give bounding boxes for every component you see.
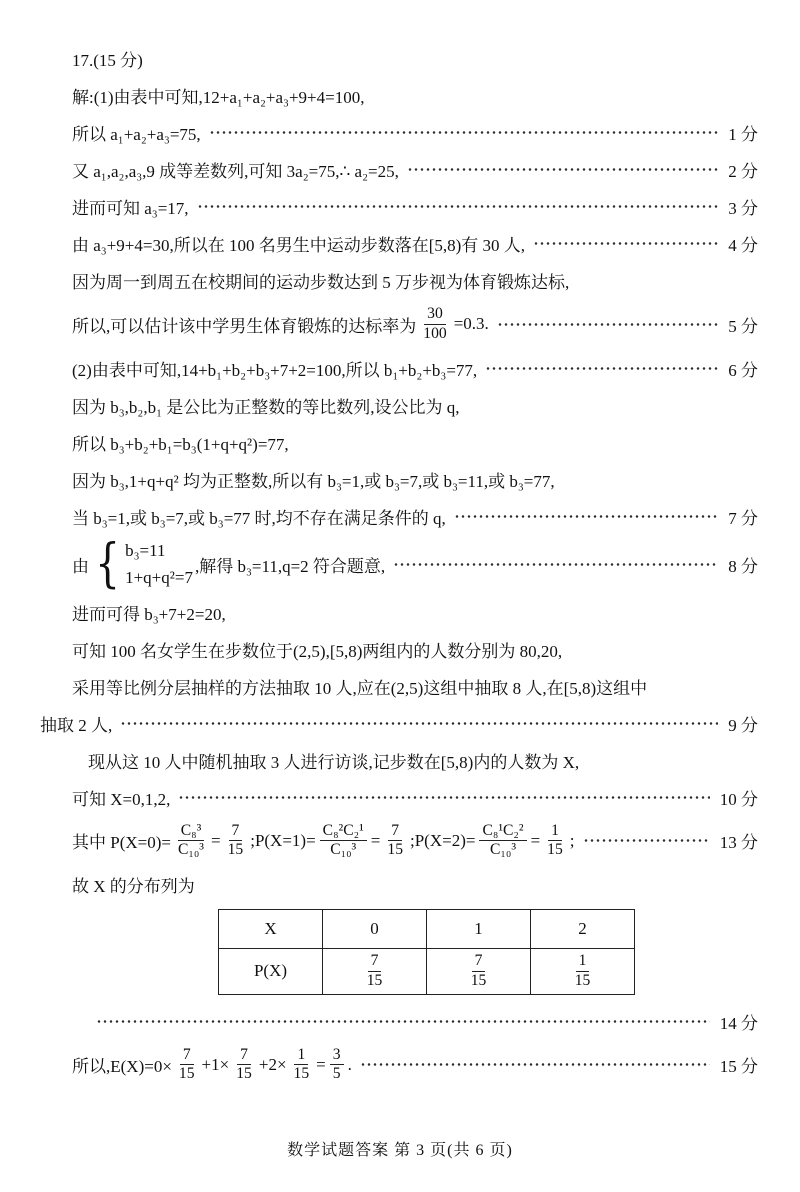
text-segment: . (347, 1054, 352, 1074)
text-segment: 由 a₃+9+4=30,所以在 100 名男生中运动步数落在[5,8)有 30 人, (72, 236, 526, 255)
fraction-denominator: 15 (366, 971, 383, 989)
fraction (572, 952, 594, 991)
fraction-numerator: 30 (424, 305, 446, 325)
distribution-table-wrap (218, 909, 758, 995)
text-segment: 当 b₃=1,或 b₃=7,或 b₃=77 时,均不存在满足条件的 q, (72, 508, 446, 528)
text-line (72, 46, 758, 71)
cases-rows (125, 541, 193, 588)
text-line (72, 356, 758, 381)
text-segment: 2 (578, 919, 587, 939)
score-label: 4 分 (728, 236, 758, 255)
text-line (72, 268, 758, 293)
text-segment: 进而可知 a₃=17, (72, 199, 189, 218)
text-segment: 其中 P(X=0)= (72, 833, 171, 853)
text-segment: 所以 b₃+b₂+b₁=b₃(1+q+q²)=77, (72, 434, 289, 454)
fraction (291, 1046, 313, 1085)
document-body (40, 46, 758, 1084)
page-footer: 数学试题答案 第 3 页(共 6 页) (287, 1142, 513, 1159)
text-segment: X (264, 919, 277, 939)
table-cell (531, 949, 635, 995)
text-segment: 故 X 的分布列为 (72, 877, 195, 897)
text-segment: 可知 100 名女学生在步数位于(2,5),[5,8)两组内的人数分别为 80,20, (72, 641, 563, 661)
text-segment: ; (569, 830, 575, 850)
text-segment: ;P(X=2)= (410, 830, 476, 850)
text-line (72, 637, 758, 662)
fraction-numerator: C₈³ (178, 822, 205, 842)
dotted-leader (96, 1017, 710, 1026)
table-cell (219, 910, 323, 949)
text-line (72, 231, 758, 256)
text-segment: P(X) (253, 961, 288, 981)
fraction-denominator: C₁₀³ (330, 841, 357, 859)
fraction-denominator: 15 (178, 1065, 195, 1083)
text-segment: 解:(1)由表中可知,12+a₁+a₂+a₃+9+4=100, (72, 88, 365, 107)
text-line (72, 674, 758, 699)
fraction-denominator: 15 (227, 841, 244, 859)
fraction-numerator: C₈²C₂¹ (320, 822, 367, 842)
text-segment: 抽取 2 人, (40, 715, 113, 735)
fraction (544, 822, 566, 861)
text-segment: 因为 b₃,1+q+q² 均为正整数,所以有 b₃=1,或 b₃=7,或 b₃=11,或 b₃=77, (72, 471, 555, 491)
text-line (72, 83, 758, 108)
text-segment: 1 (474, 919, 483, 939)
text-segment: +2× (258, 1054, 287, 1074)
text-segment: = (530, 830, 541, 850)
score-label: 8 分 (728, 556, 758, 576)
fraction-denominator: 100 (423, 324, 447, 342)
score-label: 7 分 (728, 508, 758, 528)
text-segment: 可知 X=0,1,2, (72, 789, 171, 809)
score-label: 2 分 (728, 162, 758, 181)
dotted-leader (583, 836, 710, 845)
text-line (72, 467, 758, 492)
fraction-denominator: 15 (574, 971, 591, 989)
table-row (219, 910, 635, 949)
fraction (233, 1046, 255, 1085)
fraction-numerator: 7 (388, 822, 402, 842)
text-segment: 所以 a₁+a₂+a₃=75, (72, 125, 201, 144)
text-segment: 因为 b₃,b₂,b₁ 是公比为正整数的等比数列,设公比为 q, (72, 397, 460, 417)
fraction-numerator: 1 (576, 952, 590, 972)
text-segment: +1× (201, 1054, 230, 1074)
fraction (330, 1046, 344, 1085)
text-line (72, 430, 758, 455)
text-line (72, 194, 758, 219)
fraction (364, 952, 386, 991)
table-cell (531, 910, 635, 949)
fraction-numerator: 7 (237, 1046, 251, 1066)
fraction-denominator: 15 (293, 1065, 310, 1083)
fraction-denominator: 15 (470, 971, 487, 989)
score-label: 3 分 (728, 199, 758, 218)
text-segment: = (211, 830, 221, 850)
score-label: 5 分 (728, 316, 758, 336)
text-segment: 因为周一到周五在校期间的运动步数达到 5 万步视为体育锻炼达标, (72, 273, 570, 292)
text-line (88, 748, 758, 773)
fraction (384, 822, 406, 861)
dotted-leader (178, 793, 709, 802)
text-line (88, 1009, 758, 1034)
text-segment: ;P(X=1)= (250, 830, 316, 850)
cases-row: 1+q+q²=7 (125, 567, 193, 587)
text-line (72, 157, 758, 182)
cases-row: b₃=11 (125, 540, 166, 560)
cases-group (91, 534, 193, 595)
fraction-numerator: 1 (548, 822, 562, 842)
fraction (420, 305, 449, 344)
text-segment: 又 a₁,a₂,a₃,9 成等差数列,可知 3a₂=75,∴ a₂=25, (72, 162, 399, 181)
table-cell (323, 910, 427, 949)
fraction-denominator: C₁₀³ (177, 841, 204, 859)
text-segment: 0 (370, 919, 379, 939)
dotted-leader (407, 165, 718, 174)
text-segment: (2)由表中可知,14+b₁+b₂+b₃+7+2=100,所以 b₁+b₂+b₃=77, (72, 360, 478, 380)
fraction (225, 822, 247, 861)
text-line (72, 822, 758, 861)
text-line (40, 711, 758, 736)
table-cell (427, 910, 531, 949)
dotted-leader (209, 128, 719, 137)
fraction-denominator: 15 (236, 1065, 252, 1083)
text-line (72, 785, 758, 810)
fraction-numerator: 7 (472, 952, 486, 972)
fraction-denominator: 5 (332, 1065, 341, 1083)
text-segment: ,解得 b₃=11,q=2 符合题意, (194, 556, 386, 576)
distribution-table (218, 909, 635, 995)
dotted-leader (360, 1060, 710, 1069)
score-label: 10 分 (719, 789, 758, 809)
left-brace-icon: { (95, 534, 120, 595)
score-label: 13 分 (719, 833, 758, 853)
dotted-leader (454, 512, 718, 521)
dotted-leader (497, 320, 718, 329)
text-line (72, 1046, 758, 1085)
text-segment: 所以,可以估计该中学男生体育锻炼的达标率为 (72, 316, 417, 336)
score-label: 1 分 (728, 125, 758, 144)
text-segment: 现从这 10 人中随机抽取 3 人进行访谈,记步数在[5,8)内的人数为 X, (88, 752, 580, 772)
fraction-denominator: 15 (547, 841, 563, 859)
text-segment: 由 (72, 556, 89, 576)
fraction-denominator: 15 (387, 841, 403, 859)
text-segment: = (316, 1054, 326, 1074)
table-cell (219, 949, 323, 995)
score-label: 9 分 (728, 715, 758, 735)
fraction-numerator: 7 (180, 1046, 194, 1066)
fraction-numerator: 7 (229, 822, 243, 842)
text-line (72, 600, 758, 625)
fraction-denominator: C₁₀³ (490, 841, 517, 859)
text-segment: =0.3. (453, 314, 489, 334)
dotted-leader (120, 719, 718, 728)
text-line (72, 872, 758, 897)
fraction (320, 822, 367, 861)
fraction-numerator: C₈¹C₂² (479, 822, 526, 842)
text-segment: 所以,E(X)=0× (72, 1057, 172, 1077)
fraction (468, 952, 490, 991)
score-label: 6 分 (728, 360, 758, 380)
text-line (72, 534, 758, 595)
dotted-leader (197, 202, 719, 211)
text-segment: 采用等比例分层抽样的方法抽取 10 人,应在(2,5)这组中抽取 8 人,在[5,8)这组中 (72, 678, 648, 698)
text-segment: = (370, 830, 381, 850)
score-label: 15 分 (719, 1057, 758, 1077)
fraction-numerator: 7 (368, 952, 382, 972)
fraction (175, 822, 207, 861)
dotted-leader (485, 364, 718, 373)
table-cell (323, 949, 427, 995)
dotted-leader (533, 239, 718, 248)
table-row (219, 949, 635, 995)
text-line (72, 305, 758, 344)
table-cell (427, 949, 531, 995)
text-segment: 进而可得 b₃+7+2=20, (72, 604, 226, 624)
text-line (72, 504, 758, 529)
fraction (479, 822, 526, 861)
score-label: 14 分 (719, 1013, 758, 1033)
fraction-numerator: 1 (294, 1046, 308, 1066)
fraction-numerator: 3 (330, 1046, 344, 1066)
dotted-leader (393, 560, 718, 569)
text-line (72, 393, 758, 418)
fraction (176, 1046, 198, 1085)
text-line (72, 120, 758, 145)
text-segment: 17.(15 分) (72, 51, 143, 70)
